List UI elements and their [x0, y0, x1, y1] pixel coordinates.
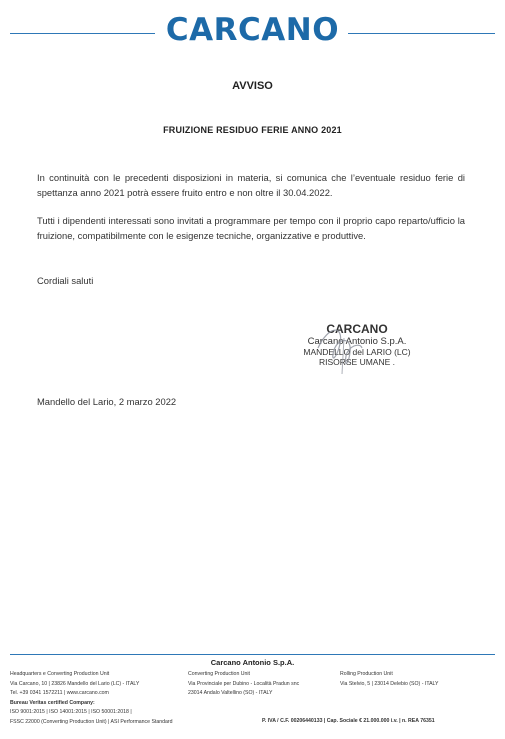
hq-address: Via Carcano, 10 | 23826 Mandello del Lario (LC) - ITALY — [10, 680, 140, 687]
document-subject: FRUIZIONE RESIDUO FERIE ANNO 2021 — [163, 125, 342, 135]
hq-heading: Headquarters e Converting Production Unit — [10, 671, 110, 677]
converting-heading: Converting Production Unit — [188, 671, 250, 677]
converting-city: 23014 Andalo Valtellino (SO) - ITALY — [188, 690, 273, 696]
handwritten-signature — [300, 318, 390, 378]
converting-address: Via Provinciale per Dubino - Località Pradun snc — [188, 680, 300, 687]
stamp-company: Carcano Antonio S.p.A. — [307, 336, 407, 347]
place-date: Mandello del Lario, 2 marzo 2022 — [37, 396, 177, 407]
footer-legal-info: P. IVA / C.F. 00206440133 | Cap. Sociale € 21.000.000 i.v. | n. REA 76351 — [262, 718, 435, 724]
hq-contact: Tel. +39 0341 1572211 | www.carcano.com — [10, 690, 109, 696]
document-title: AVVISO — [232, 80, 273, 92]
rolling-heading: Rolling Production Unit — [340, 671, 393, 677]
footer-rule — [10, 654, 495, 655]
footer-rolling-unit — [340, 670, 500, 689]
cert-heading: Bureau Veritas certified Company: — [10, 699, 95, 706]
paragraph-1: In continuità con le precedenti disposizioni in materia, si comunica che l’eventuale residuo ferie di spettanza anno 2021 potrà essere fruito entro e non oltre il 30.04.2022. — [37, 172, 465, 198]
footer-company-name: Carcano Antonio S.p.A. — [210, 658, 295, 667]
stamp-brand: CARCANO — [326, 322, 388, 336]
brand-logo: CARCANO — [165, 12, 340, 48]
cert-line-1: ISO 9001:2015 | ISO 14001:2015 | ISO 50001:2018 | — [10, 709, 132, 715]
rolling-address: Via Stelvio, 5 | 23014 Delebio (SO) - ITALY — [340, 680, 439, 687]
footer-headquarters — [10, 670, 180, 727]
greeting: Cordiali saluti — [37, 275, 94, 286]
paragraph-2: Tutti i dipendenti interessati sono invitati a programmare per tempo con il proprio capo reparto/ufficio la fruizione, compatibilmente con le esigenze tecniche, organizzative e produttive. — [37, 215, 465, 241]
cert-line-2: FSSC 22000 (Converting Production Unit) | ASI Performance Standard — [10, 718, 173, 725]
stamp-location: MANDELLO del LARIO (LC) — [303, 347, 411, 357]
footer-converting-unit — [188, 670, 338, 699]
stamp-department: RISORSE UMANE . — [318, 357, 396, 367]
